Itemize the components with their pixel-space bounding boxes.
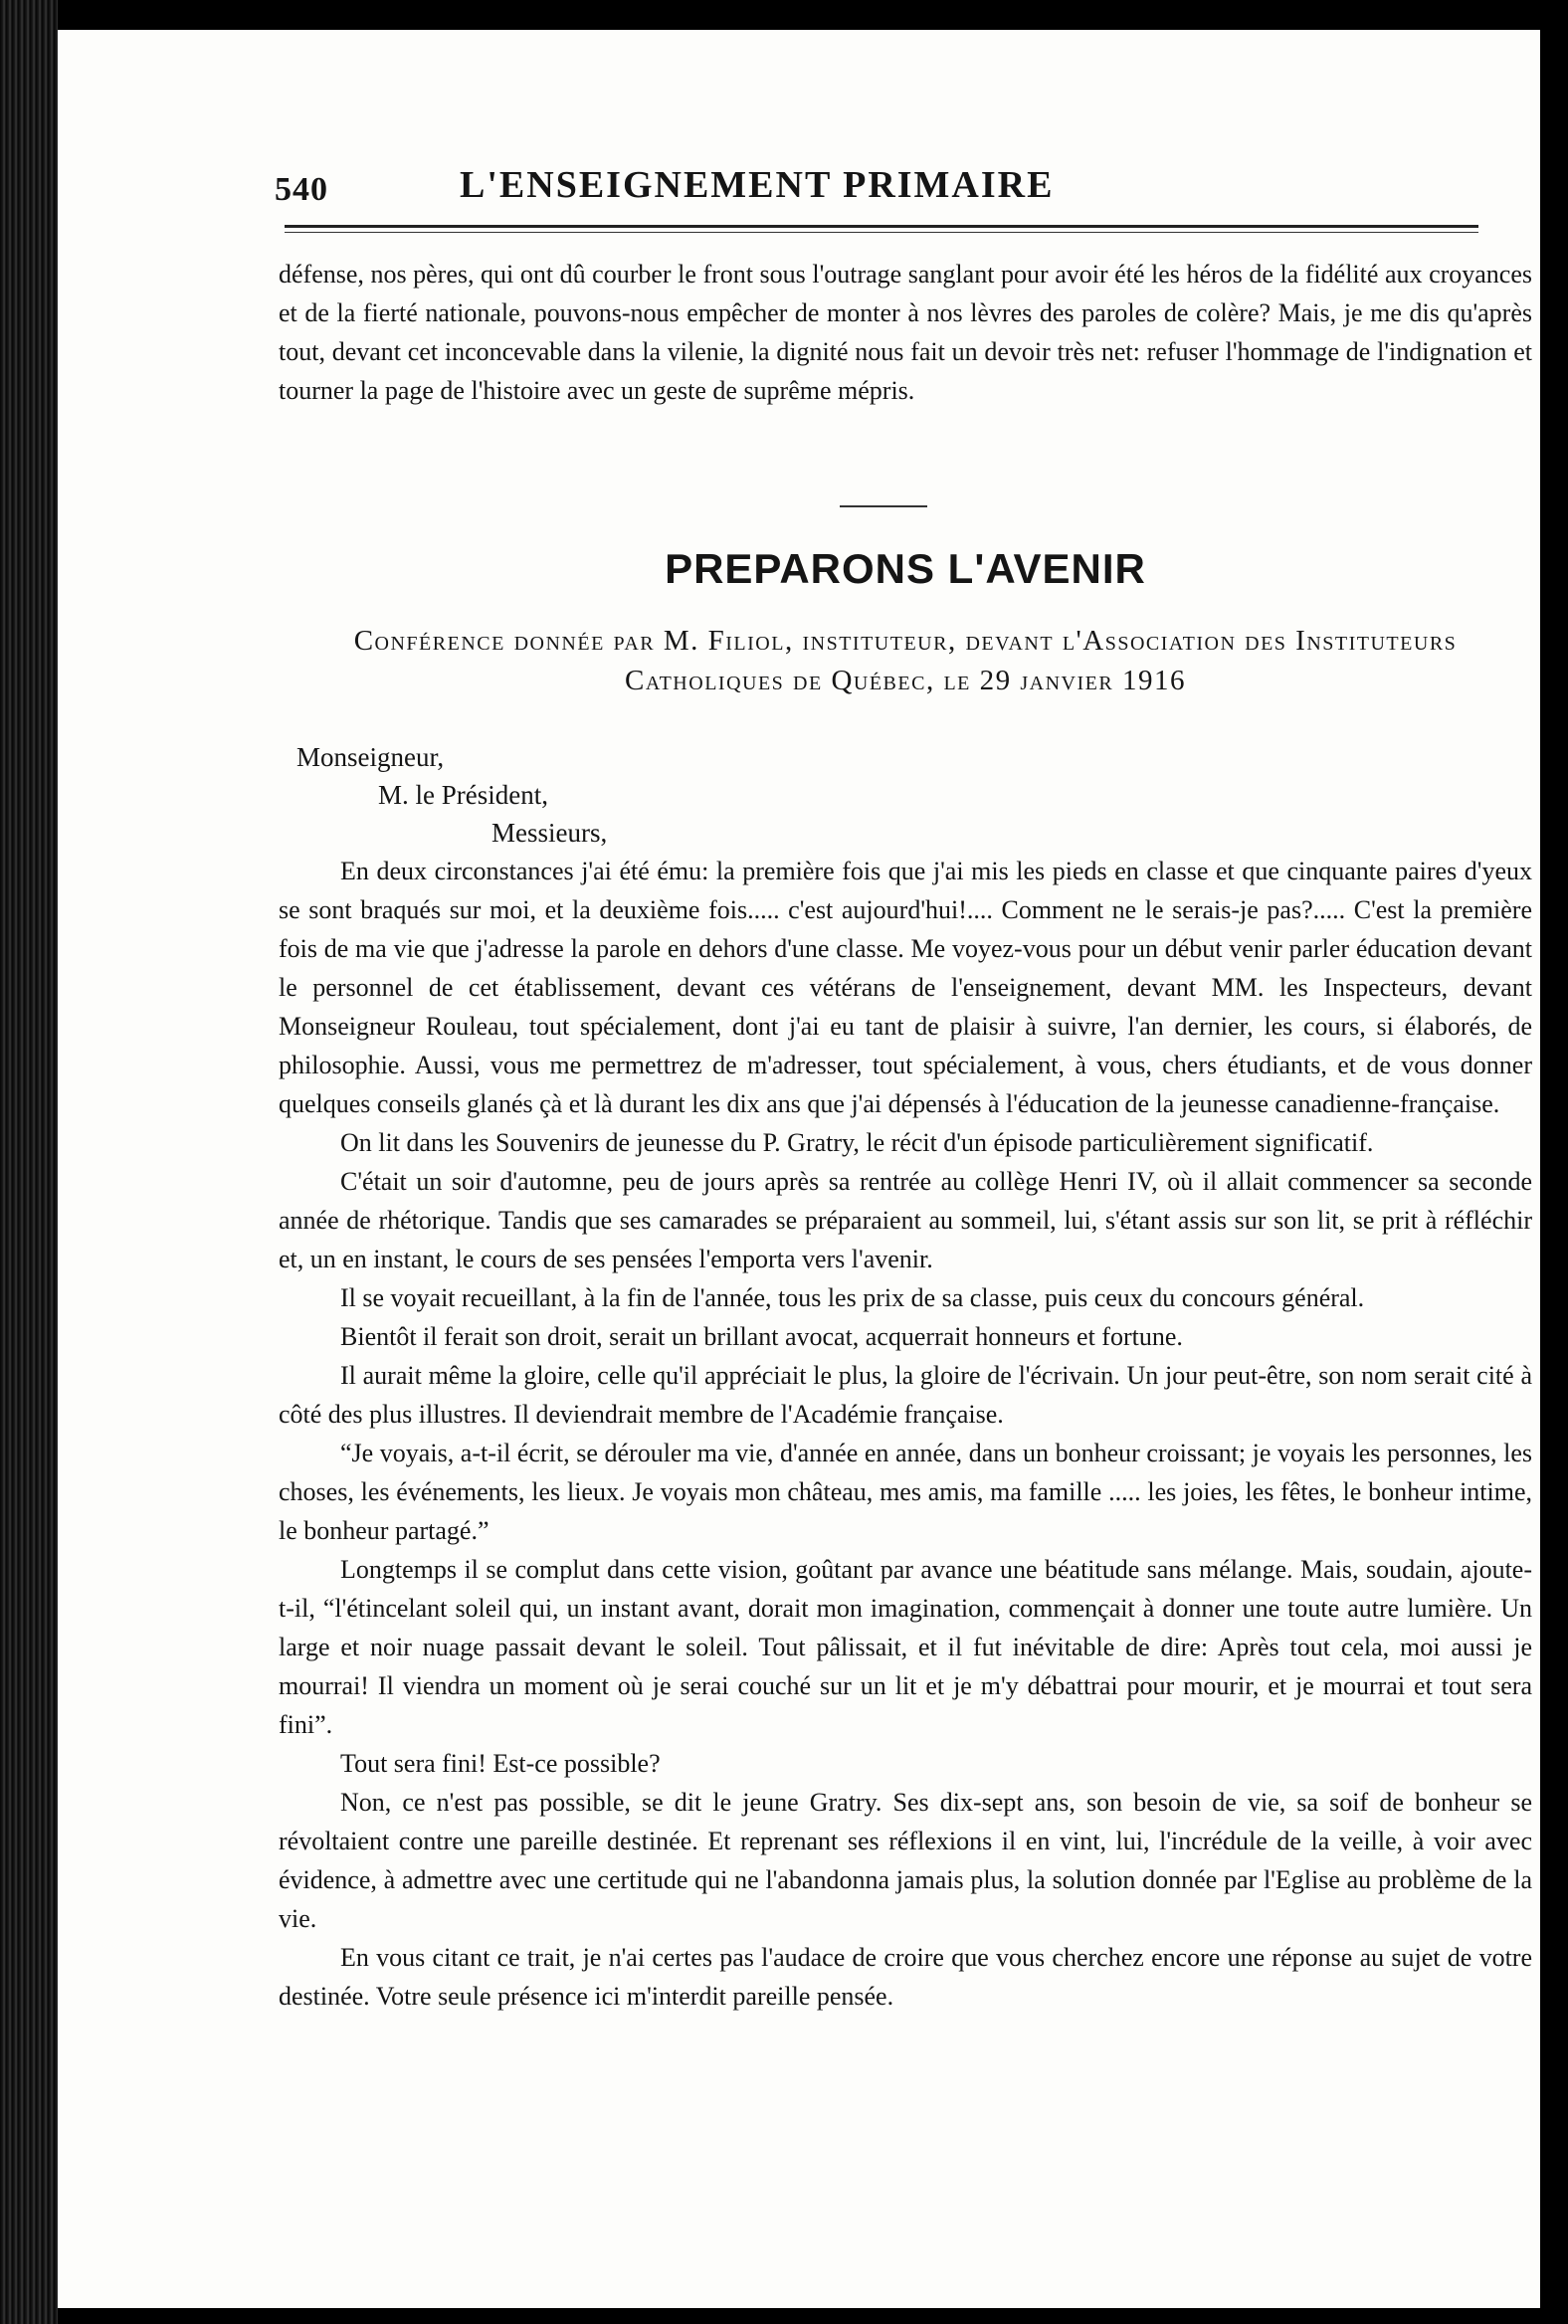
body-paragraph: Il aurait même la gloire, celle qu'il appréciait le plus, la gloire de l'écrivain. Un jour peut-être, son nom serait cité à côté des plus illustres. Il deviendrait membre de l'Académie française. bbox=[279, 1361, 1532, 1429]
journal-title: L'ENSEIGNEMENT PRIMAIRE bbox=[460, 164, 1055, 206]
book-spine bbox=[0, 0, 58, 2324]
article-byline bbox=[279, 621, 1532, 700]
body-paragraph: En deux circonstances j'ai été ému: la première fois que j'ai mis les pieds en classe et que cinquante paires d'yeux se sont braqués sur moi, et la deuxième fois..... c'est aujourd'hui!.... Comment ne le serais-je pas?..... C'est la première fois de ma vie que j'adresse la parole en dehors d'une classe. Me voyez-vous pour un début venir parler éducation devant le personnel de cet établissement, devant ces vétérans de l'enseignement, devant MM. les Inspecteurs, devant Monseigneur Rouleau, tout spécialement, dont j'ai eu tant de plaisir à suivre, l'an dernier, les cours, si élaborés, de philosophie. Aussi, vous me permettrez de m'adresser, tout spécialement, à vous, chers étudiants, et de vous donner quelques conseils glanés çà et là durant les dix ans que j'ai dépensés à l'éducation de la jeunesse canadienne-française. bbox=[279, 857, 1532, 1118]
page-number: 540 bbox=[275, 171, 328, 208]
body-paragraph: C'était un soir d'automne, peu de jours après sa rentrée au collège Henri IV, où il allait commencer sa seconde année de rhétorique. Tandis que ses camarades se préparaient au sommeil, lui, s'étant assis sur son lit, se prit à réfléchir et, un en instant, le cours de ses pensées l'emporta vers l'avenir. bbox=[279, 1167, 1532, 1273]
header-rule-thin bbox=[285, 232, 1478, 233]
body-paragraph: Tout sera fini! Est-ce possible? bbox=[340, 1749, 661, 1778]
article-title: PREPARONS L'AVENIR bbox=[665, 545, 1146, 592]
salutations bbox=[296, 738, 993, 852]
salutation-messieurs: Messieurs, bbox=[491, 818, 608, 848]
salutation-monseigneur: Monseigneur, bbox=[296, 742, 445, 772]
article-body bbox=[279, 852, 1532, 2016]
salutation-president: M. le Président, bbox=[378, 780, 548, 810]
byline-line-1: Conférence donnée par M. Filiol, instituteur, devant l'Association des Instituteurs bbox=[353, 625, 1458, 657]
body-paragraph: Il se voyait recueillant, à la fin de l'année, tous les prix de sa classe, puis ceux du concours général. bbox=[340, 1283, 1365, 1312]
intro-paragraph: défense, nos pères, qui ont dû courber le front sous l'outrage sanglant pour avoir été les héros de la fidélité aux croyances et de la fierté nationale, pouvons-nous empêcher de monter à nos lèvres des paroles de colère? Mais, je me dis qu'après tout, devant cet inconcevable dans la vilenie, la dignité nous fait un devoir très net: refuser l'hommage de l'indignation et tourner la page de l'histoire avec un geste de suprême mépris. bbox=[279, 260, 1532, 405]
section-divider bbox=[840, 505, 927, 507]
byline-line-2: Catholiques de Québec, le 29 janvier 1916 bbox=[625, 665, 1186, 696]
running-header bbox=[275, 149, 1528, 219]
document-page bbox=[58, 30, 1540, 2308]
body-paragraph: Bientôt il ferait son droit, serait un brillant avocat, acquerrait honneurs et fortune. bbox=[340, 1322, 1183, 1351]
body-paragraph: On lit dans les Souvenirs de jeunesse du P. Gratry, le récit d'un épisode particulièrement significatif. bbox=[340, 1128, 1374, 1157]
header-rule-thick bbox=[285, 225, 1478, 228]
body-paragraph: En vous citant ce trait, je n'ai certes pas l'audace de croire que vous cherchez encore une réponse au sujet de votre destinée. Votre seule présence ici m'interdit pareille pensée. bbox=[279, 1943, 1532, 2011]
intro-block bbox=[279, 255, 1532, 410]
body-paragraph: “Je voyais, a-t-il écrit, se dérouler ma vie, d'année en année, dans un bonheur croissant; je voyais les personnes, les choses, les événements, les lieux. Je voyais mon château, mes amis, ma famille ..... les joies, les fêtes, le bonheur intime, le bonheur partagé.” bbox=[279, 1439, 1532, 1545]
body-paragraph: Longtemps il se complut dans cette vision, goûtant par avance une béatitude sans mélange. Mais, soudain, ajoute-t-il, “l'étincelant soleil qui, un instant avant, dorait mon imagination, commençait à donner une toute autre lumière. Un large et noir nuage passait devant le soleil. Tout pâlissait, et il fut inévitable de dire: Après tout cela, moi aussi je mourrai! Il viendra un moment où je serai couché sur un lit et je m'y débattrai pour mourir, et je mourrai et tout sera fini”. bbox=[279, 1555, 1532, 1739]
body-paragraph: Non, ce n'est pas possible, se dit le jeune Gratry. Ses dix-sept ans, son besoin de vie, sa soif de bonheur se révoltaient contre une pareille destinée. Et reprenant ses réflexions il en vint, lui, l'incrédule de la veille, à voir avec évidence, à admettre avec une certitude qui ne l'abandonna jamais plus, la solution donnée par l'Eglise au problème de la vie. bbox=[279, 1788, 1532, 1933]
